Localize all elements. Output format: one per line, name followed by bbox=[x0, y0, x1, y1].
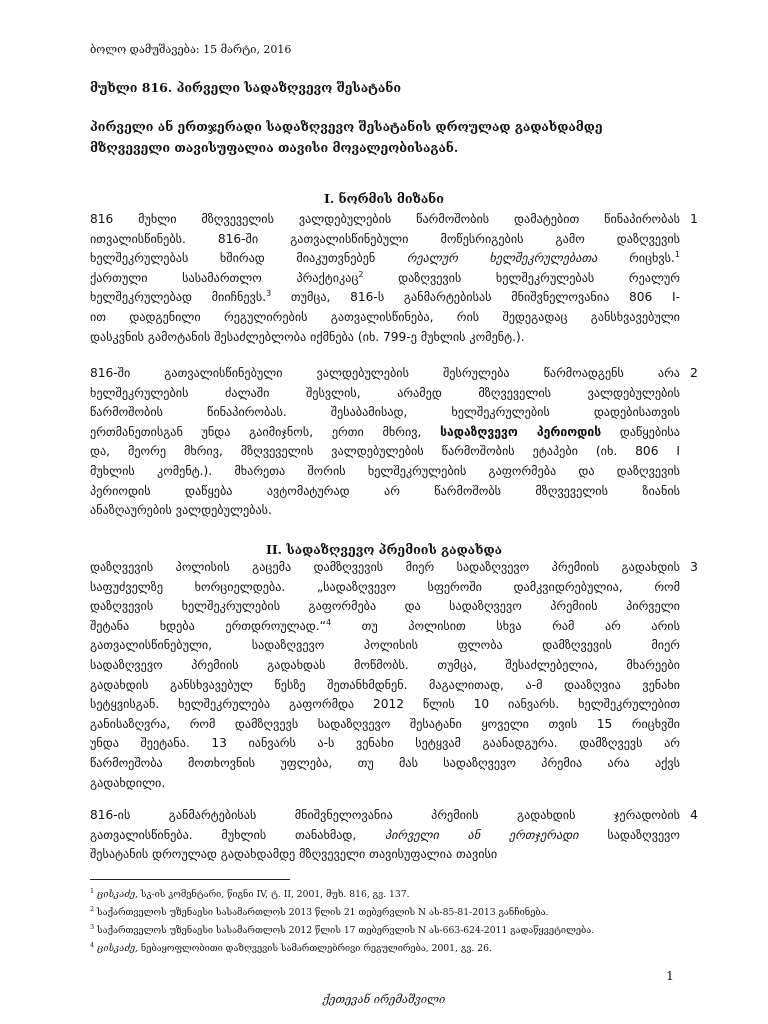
text-run: წარმოეშობა მოთხოვნის უფლება, თუ მას სადაზღვევო პრემია არა აქვს bbox=[90, 755, 680, 770]
text-run: მუხლის კომენტ.). მხარეთა შორის ხელშეკრულების გაფორმება და დაზღვევის bbox=[90, 463, 680, 478]
paragraph-line bbox=[90, 423, 680, 443]
paragraph-line bbox=[90, 826, 680, 846]
text-run: ანაზღაურების ვალდებულებას. bbox=[90, 503, 272, 518]
text-run: თუმცა, 816-ს განმარტებისას მნიშვნელოვანია 806 I- bbox=[271, 290, 680, 305]
section-title: II. სადაზღვევო პრემიის გადახდა bbox=[265, 542, 503, 557]
text-run: გადახდის განსხვავებულ წესზე შეთანხმდნენ. მაგალითად, ა-მ დააზღვია ვენახი bbox=[90, 677, 680, 692]
paragraph-line bbox=[90, 249, 680, 269]
paragraph-line bbox=[90, 442, 680, 462]
article-summary bbox=[90, 116, 680, 158]
text-run: გადახდილი. bbox=[90, 775, 166, 790]
text-run: 816 მუხლი მზღვეველის ვალდებულების წარმოშობის დამატებით წინაპირობას bbox=[90, 212, 680, 226]
paragraph-line bbox=[90, 656, 680, 676]
text-run: უნდა შეეტანა. 13 იანვარს ა-ს ვენახი სეტყვამ გაანადგურა. დამზღვევს არ bbox=[90, 736, 680, 751]
text-run: საფუძველზე ხორციელდება. „სადაზღვევო სფეროში დამკვიდრებულია, რომ bbox=[90, 579, 680, 594]
footnote-item bbox=[90, 938, 690, 956]
text-run: და, მეორე მხრივ, მზღვეველის ვალდებულების წარმოშობის ეტაპები (იხ. 806 I bbox=[90, 444, 680, 459]
text-run: ხელშეკრულებად მიიჩნევს. bbox=[90, 290, 267, 305]
paragraph-line bbox=[90, 501, 680, 521]
paragraph-line bbox=[90, 774, 680, 794]
footnote-divider bbox=[90, 879, 290, 880]
footnote-marker: 3 bbox=[90, 923, 95, 932]
text-run: დაწყებისა bbox=[601, 424, 680, 439]
paragraph-line bbox=[90, 384, 680, 404]
text-run: ერთმანეთისგან უნდა გაიმიჯნოს, ერთი მხრივ, bbox=[90, 424, 441, 439]
text-run: დაზღვევის პოლისის გაცემა დამზღვევის მიერ სადაზღვევო პრემიის გადახდის bbox=[90, 560, 680, 574]
text-run: თუ პოლისით სხვა რამ არ არის bbox=[331, 618, 680, 633]
text-run: დასკვნის გამოტანის შესაძლებლობა იქმნება (იხ. 799-ე მუხლის კომენტ.). bbox=[90, 329, 525, 344]
footnote-text: სკ-ის კომენტარი, წიგნი IV, ტ. II, 2001, მუხ. 816, გვ. 137. bbox=[137, 889, 410, 901]
article-title: მუხლი 816. პირველი სადაზღვევო შესატანი bbox=[90, 80, 402, 95]
paragraph-line bbox=[90, 328, 680, 348]
text-run: გათვალისწინებული, სადაზღვევო პოლისის ფლობა დამზღვევის მიერ bbox=[90, 638, 680, 653]
paragraph-line bbox=[90, 210, 680, 230]
text-run: პერიოდის დაწყება ავტომატურად არ წარმოშობს მზღვეველის ზიანის bbox=[90, 483, 680, 498]
text-run: დაზღვევის ხელშეკრულებას რეალურ bbox=[363, 270, 680, 285]
paragraph-line bbox=[90, 578, 680, 598]
footnote-text: საქართველოს უზენაესი სასამართლოს 2013 წლის 21 თებერვლის N ას-85-81-2013 განჩინება. bbox=[94, 907, 549, 919]
text-run: ით დადგენილი რეგულირების გათვალისწინება, რის შედეგადაც განსხვავებული bbox=[90, 309, 680, 324]
text-run: დაზღვევის ხელშეკრულების გაფორმება და სადაზღვევო პრემიის პირველი bbox=[90, 599, 680, 614]
footnote-text: საქართველოს უზენაესი სასამართლოს 2012 წლის 17 თებერვლის N ას-663-624-2011 გადაწყვეტილება. bbox=[94, 925, 595, 937]
emphasis-text: რეალურ ხელშეკრულებათა bbox=[406, 251, 598, 266]
footnote-ref: 2 bbox=[358, 269, 364, 279]
footnote-marker: 4 bbox=[90, 941, 95, 950]
summary-line: მზღვეველი თავისუფალია თავისი მოვალეობისაგან. bbox=[90, 140, 459, 155]
page-number: 1 bbox=[666, 968, 674, 983]
text-run: შესატანის დროულად გადახდამდე მზღვეველი თავისუფალია თავისი bbox=[90, 847, 498, 862]
paragraph-line bbox=[90, 754, 680, 774]
paragraph-line bbox=[90, 558, 680, 578]
text-run: 816-ის განმარტებისას მნიშვნელოვანია პრემიის გადახდის ჯერადობის bbox=[90, 808, 680, 822]
paragraph-line bbox=[90, 288, 680, 308]
text-run: 816-ში გათვალისწინებული ვალდებულების შესრულება წარმოადგენს არა bbox=[90, 366, 680, 380]
section-title: I. ნორმის მიზანი bbox=[324, 191, 444, 206]
footnote-marker: 1 bbox=[90, 887, 95, 895]
paragraph-line bbox=[90, 597, 680, 617]
text-run: განისაზღვრა, რომ დამზღვევს სადაზღვევო შესატანი ყოველი თვის 15 რიცხვში bbox=[90, 716, 680, 731]
paragraph-number: 4 bbox=[690, 807, 698, 822]
text-run: რიცხვს. bbox=[597, 251, 675, 266]
last-updated-date: ბოლო დამუშავება: 15 მარტი, 2016 bbox=[90, 43, 292, 56]
paragraph-line bbox=[90, 695, 680, 715]
footnote-text: ნებაყოფლობითი დაზღვევის სამართლებრივი რეგულირება, 2001, გვ. 26. bbox=[137, 943, 492, 955]
text-run: სადაზღვევო პრემიის გადახდას მოწმობს. თუმცა, შესაძლებელია, მხარეები bbox=[90, 657, 680, 672]
text-run: ქართული სასამართლო პრაქტიკაც bbox=[90, 270, 359, 285]
footnote-ref: 3 bbox=[266, 289, 272, 299]
text-run: სადაზღვევო bbox=[578, 827, 680, 842]
paragraph-line bbox=[90, 676, 680, 696]
paragraph-line bbox=[90, 462, 680, 482]
paragraph-line bbox=[90, 230, 680, 250]
footnote-item bbox=[90, 920, 690, 938]
paragraph-number: 1 bbox=[690, 211, 698, 226]
paragraph-body bbox=[90, 364, 680, 521]
footer-author: ქეთევან ირემაშვილი bbox=[322, 993, 446, 1006]
paragraph-line bbox=[90, 636, 680, 656]
footnote-ref: 1 bbox=[674, 250, 680, 260]
text-run: ხელშეკრულების ძალაში შესვლის, არამედ მზღვეველის ვალდებულების bbox=[90, 385, 680, 400]
paragraph-body bbox=[90, 558, 680, 793]
summary-line: პირველი ან ერთჯერადი სადაზღვევო შესატანის დროულად გადახდამდე bbox=[90, 119, 603, 134]
footnotes bbox=[90, 884, 690, 956]
paragraph-line bbox=[90, 845, 680, 865]
emphasis-text: პირველი ან ერთჯერადი bbox=[385, 827, 579, 842]
paragraph-line bbox=[90, 734, 680, 754]
text-run: გათვალისწინება. მუხლის თანახმად, bbox=[90, 827, 385, 842]
paragraph-line bbox=[90, 482, 680, 502]
paragraph-line bbox=[90, 308, 680, 328]
paragraph-number: 2 bbox=[690, 365, 698, 380]
text-run: ითვალისწინებს. 816-ში გათვალისწინებული მოწესრიგების გამო დაზღვევის bbox=[90, 231, 680, 246]
text-run: ხელშეკრულებას ხშირად მიაკუთვნებენ bbox=[90, 251, 407, 266]
paragraph-line bbox=[90, 269, 680, 289]
paragraph-line bbox=[90, 364, 680, 384]
text-run: სეტყვისგან. ხელშეკრულება გაფორმდა 2012 წლის 10 იანვარს. ხელშეკრულებით bbox=[90, 697, 680, 712]
paragraph-number: 3 bbox=[690, 559, 698, 574]
paragraph-line bbox=[90, 806, 680, 826]
paragraph-body bbox=[90, 806, 680, 865]
author-name: ცისკაძე, bbox=[97, 889, 138, 901]
bold-text: სადაზღვევო პერიოდის bbox=[440, 424, 602, 439]
paragraph-line bbox=[90, 617, 680, 637]
footnote-ref: 4 bbox=[325, 617, 332, 627]
author-name: ცისკაძე, bbox=[97, 943, 138, 955]
paragraph-line bbox=[90, 403, 680, 423]
text-run: შეტანა ხდება ერთდროულად.“ bbox=[90, 618, 326, 633]
text-run: წარმოშობის წინაპირობას. შესაბამისად, ხელშეკრულების დადებისათვის bbox=[90, 405, 680, 420]
footnote-marker: 2 bbox=[90, 905, 95, 914]
footnote-item bbox=[90, 884, 690, 902]
paragraph-body bbox=[90, 210, 680, 347]
footnote-item bbox=[90, 902, 690, 920]
paragraph-line bbox=[90, 715, 680, 735]
